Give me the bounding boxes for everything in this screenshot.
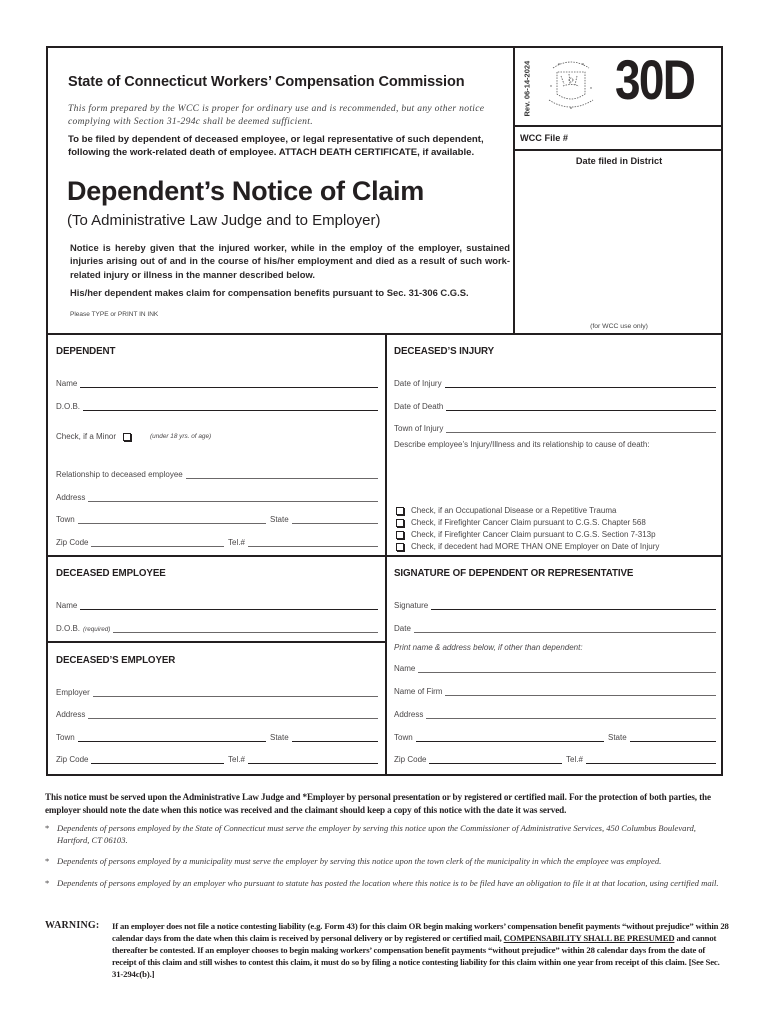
warning-presumed: COMPENSABILITY SHALL BE PRESUMED [503, 933, 675, 943]
revision-date: Rev. 06-14-2024 [522, 60, 532, 117]
note-text: Dependents of persons employed by an employer who pursuant to statute has posted the location where this notice is to be filed have an obligation to file it at that location, using certified mail. [57, 877, 719, 888]
checkbox[interactable] [396, 519, 404, 527]
warning-text-part1: If an employer does not file a notice contesting liability (e.g. Form 43) for this claim OR begin making workers’ compensation benefit payments “without prejudice” within 28 calendar days from the date when this claim is received by personal delivery or by registered or certified mail, [112, 921, 729, 943]
check-label: Check, if an Occupational Disease or a Repetitive Trauma [411, 506, 617, 515]
field-label: Address [394, 710, 424, 719]
field-label: Relationship to deceased employee [56, 470, 183, 479]
section-title-signature: SIGNATURE OF DEPENDENT OR REPRESENTATIVE [394, 568, 634, 579]
input-line[interactable] [88, 493, 378, 502]
deceased-name-field[interactable] [56, 598, 378, 610]
dependent-address-field[interactable] [56, 490, 378, 502]
filing-instructions: To be filed by dependent of deceased employee, or legal representative of such dependent, following the work-related death of employee. ATTACH DEATH CERTIFICATE, if available. [68, 134, 484, 158]
employer-town-field[interactable] [56, 730, 266, 742]
input-line[interactable] [429, 755, 562, 764]
input-line[interactable] [446, 402, 716, 411]
relationship-field[interactable] [56, 467, 378, 479]
section-title-employer: DECEASED’S EMPLOYER [56, 655, 176, 666]
claim-form [46, 46, 723, 776]
agency-name: State of Connecticut Workers’ Compensation Commission [68, 74, 465, 90]
signature-date-field[interactable] [394, 621, 716, 633]
input-line[interactable] [113, 624, 378, 633]
dependent-dob-field[interactable] [56, 399, 378, 411]
service-notes [45, 823, 725, 899]
type-instruction: Please TYPE or PRINT IN INK [70, 311, 159, 318]
dependent-state-field[interactable] [270, 512, 378, 524]
field-label: D.O.B. [56, 402, 81, 411]
field-label: State [270, 733, 289, 742]
dependent-name-field[interactable] [56, 376, 378, 388]
input-line[interactable] [426, 710, 716, 719]
town-of-injury-field[interactable] [394, 421, 716, 433]
note-text: Dependents of persons employed by the State of Connecticut must serve the employer by serving this notice upon the Commissioner of Administrative Services, 450 Columbus Boulevard, Hartford, CT 06103. [57, 823, 696, 845]
wcc-file-label: WCC File # [520, 133, 568, 143]
input-line[interactable] [80, 601, 378, 610]
section-title-deceased-employee: DECEASED EMPLOYEE [56, 568, 166, 579]
input-line[interactable] [93, 688, 378, 697]
input-line[interactable] [445, 379, 716, 388]
field-label: Name [56, 379, 78, 388]
form-number: 30D [615, 48, 695, 111]
field-label: Town [56, 733, 75, 742]
field-label: Employer [56, 688, 90, 697]
check-label: Check, if decedent had MORE THAN ONE Employer on Date of Injury [411, 542, 660, 551]
claim-statement: His/her dependent makes claim for compensation benefits pursuant to Sec. 31-306 C.G.S. [70, 287, 469, 298]
field-label: D.O.B. [56, 624, 81, 633]
field-label: Signature [394, 601, 429, 610]
field-label: Name of Firm [394, 687, 443, 696]
field-label: Town [56, 515, 75, 524]
input-line[interactable] [445, 687, 716, 696]
input-line[interactable] [418, 664, 716, 673]
service-instructions: This notice must be served upon the Administrative Law Judge and *Employer by personal presentation or by registered or certified mail. For the protection of both parties, the employer should note the date when this notice was received and the claimant should keep a copy of this notice with the date it was served. [45, 792, 711, 815]
wcc-file-number-field[interactable] [515, 127, 723, 151]
date-of-death-field[interactable] [394, 399, 716, 411]
notice-text: Notice is hereby given that the injured worker, while in the employ of the employer, sustained injuries arising out of and in the course of his/her employment and died as a result of such work-related injury or illness in the manner described below. [70, 242, 510, 280]
check-label: Check, if Firefighter Cancer Claim pursuant to C.G.S. Section 7-313p [411, 530, 656, 539]
input-line[interactable] [414, 624, 716, 633]
input-line[interactable] [630, 733, 716, 742]
check-firefighter-ch568 [396, 518, 646, 527]
form-id-box [515, 48, 723, 127]
input-line[interactable] [431, 601, 716, 610]
note-text: Dependents of persons employed by a municipality must serve the employer by serving this notice upon the town clerk of the municipality in which the employee was employed. [57, 856, 662, 866]
input-line[interactable] [78, 515, 266, 524]
warning-text-part2: and cannot thereafter be contested. If an employer chooses to begin making workers’ compensation benefit payments “without prejudice” within 28 calendar days from the date of receipt of this claim and still wishes to contest this claim, it must do so by filing a notice contesting liability for this claim within one year from receipt of this claim. [See Sec. 31-294c(b).] [112, 933, 720, 979]
form-header [48, 48, 515, 335]
input-line[interactable] [416, 733, 604, 742]
field-label: Date of Death [394, 402, 444, 411]
page-title: Dependent’s Notice of Claim [67, 176, 424, 206]
print-name-note: Print name & address below, if other than dependent: [394, 643, 583, 652]
employer-tel-field[interactable] [228, 752, 378, 764]
input-line[interactable] [88, 710, 378, 719]
check-occupational-disease [396, 506, 616, 515]
rep-address-field[interactable] [394, 707, 716, 719]
field-label: Name [56, 601, 78, 610]
check-multiple-employers [396, 542, 659, 551]
field-label: Town of Injury [394, 424, 444, 433]
warning-label: WARNING: [45, 920, 100, 931]
prepared-note: This form prepared by the WCC is proper for ordinary use and is recommended, but any other notice complying with Section 31-294c shall be deemed sufficient. [68, 103, 485, 127]
minor-check-row [56, 432, 211, 441]
wcc-use-only-note: (for WCC use only) [590, 323, 648, 330]
rep-town-field[interactable] [394, 730, 604, 742]
divider [48, 641, 385, 643]
page-subtitle: (To Administrative Law Judge and to Employer) [67, 212, 381, 229]
field-label: Tel.# [228, 538, 245, 547]
dependent-zip-field[interactable] [56, 535, 224, 547]
employer-name-field[interactable] [56, 685, 378, 697]
employer-zip-field[interactable] [56, 752, 224, 764]
date-filed-label: Date filed in District [575, 156, 663, 166]
required-note: (required) [83, 626, 111, 633]
warning-text [112, 920, 730, 980]
input-line[interactable] [78, 733, 266, 742]
minor-checkbox[interactable] [123, 433, 131, 441]
field-label: State [608, 733, 627, 742]
section-title-dependent: DEPENDENT [56, 346, 116, 357]
state-seal-icon [545, 56, 597, 114]
signature-field[interactable] [394, 598, 716, 610]
describe-injury-area[interactable] [394, 453, 716, 503]
rep-tel-field[interactable] [566, 752, 716, 764]
input-line[interactable] [186, 470, 378, 479]
dependent-town-field[interactable] [56, 512, 266, 524]
asterisk: * [45, 823, 50, 833]
input-line[interactable] [80, 379, 378, 388]
input-line[interactable] [91, 755, 224, 764]
note-municipal-employees [45, 856, 725, 868]
input-line[interactable] [83, 402, 378, 411]
field-label: Address [56, 493, 86, 502]
field-label: Zip Code [56, 755, 89, 764]
minor-label: Check, if a Minor [56, 432, 117, 441]
checkbox[interactable] [396, 531, 404, 539]
minor-note: (under 18 yrs. of age) [150, 433, 212, 440]
field-label: Tel.# [228, 755, 245, 764]
field-label: State [270, 515, 289, 524]
divider [48, 555, 721, 557]
dependent-tel-field[interactable] [228, 535, 378, 547]
describe-injury-label: Describe employee’s Injury/Illness and its relationship to cause of death: [394, 440, 650, 449]
note-state-employees [45, 823, 725, 846]
wcc-office-box [513, 48, 723, 335]
field-label: Tel.# [566, 755, 583, 764]
input-line[interactable] [292, 515, 378, 524]
input-line[interactable] [248, 755, 378, 764]
note-posted-location [45, 878, 725, 890]
check-label: Check, if Firefighter Cancer Claim pursuant to C.G.S. Chapter 568 [411, 518, 646, 527]
check-firefighter-7-313p [396, 530, 656, 539]
deceased-dob-field[interactable] [56, 621, 378, 633]
asterisk: * [45, 877, 50, 888]
section-title-injury: DECEASED’S INJURY [394, 346, 495, 357]
field-label: Date [394, 624, 411, 633]
asterisk: * [45, 856, 50, 866]
field-label: Town [394, 733, 413, 742]
input-line[interactable] [586, 755, 716, 764]
employer-address-field[interactable] [56, 707, 378, 719]
rep-zip-field[interactable] [394, 752, 562, 764]
field-label: Zip Code [394, 755, 427, 764]
employer-state-field[interactable] [270, 730, 378, 742]
input-line[interactable] [248, 538, 378, 547]
checkbox[interactable] [396, 507, 404, 515]
input-line[interactable] [446, 424, 716, 433]
field-label: Name [394, 664, 416, 673]
field-label: Address [56, 710, 86, 719]
rep-name-field[interactable] [394, 661, 716, 673]
input-line[interactable] [292, 733, 378, 742]
field-label: Date of Injury [394, 379, 442, 388]
firm-name-field[interactable] [394, 684, 716, 696]
field-label: Zip Code [56, 538, 89, 547]
checkbox[interactable] [396, 543, 404, 551]
input-line[interactable] [91, 538, 224, 547]
date-of-injury-field[interactable] [394, 376, 716, 388]
warning-block [45, 920, 730, 980]
rep-state-field[interactable] [608, 730, 716, 742]
